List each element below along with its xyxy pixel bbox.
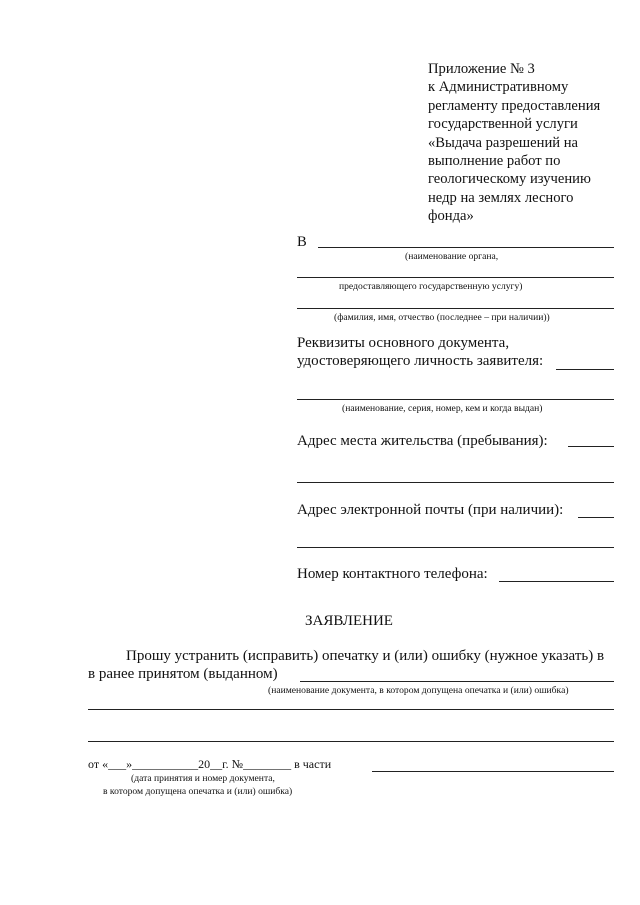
residence-field-inline[interactable] (568, 446, 614, 447)
appendix-line: фонда» (428, 208, 474, 225)
requisites-field-inline[interactable] (556, 369, 614, 370)
document-name-field-2[interactable] (88, 741, 614, 742)
date-number-row: от «___»___________20__г. №________ в части (88, 757, 332, 771)
statement-body-line-1: Прошу устранить (исправить) опечатку и (или) ошибку (нужное указать) в (126, 648, 605, 664)
appendix-line: выполнение работ по (428, 153, 561, 170)
residence-field[interactable] (297, 482, 614, 483)
addressee-organ-field[interactable] (318, 247, 614, 248)
requisites-caption: (наименование, серия, номер, кем и когда выдан) (342, 403, 543, 414)
phone-field[interactable] (499, 581, 614, 582)
residence-label: Адрес места жительства (пребывания): (297, 433, 548, 449)
date-caption-1: (дата принятия и номер документа, (131, 773, 275, 784)
addressee-caption-service: предоставляющего государственную услугу) (339, 281, 523, 292)
phone-label: Номер контактного телефона: (297, 566, 488, 582)
addressee-organ-field-2[interactable] (297, 277, 614, 278)
appendix-line: регламенту предоставления (428, 97, 601, 114)
requisites-label-1: Реквизиты основного документа, (297, 335, 510, 351)
requisites-label-2: удостоверяющего личность заявителя: (297, 353, 544, 369)
email-field-inline[interactable] (578, 517, 614, 518)
document-name-field[interactable] (88, 709, 614, 710)
appendix-header (428, 60, 628, 226)
addressee-prefix: В (297, 234, 307, 250)
statement-title: ЗАЯВЛЕНИЕ (305, 613, 393, 629)
appendix-line: «Выдача разрешений на (428, 134, 579, 151)
requisites-field[interactable] (297, 399, 614, 400)
applicant-name-field[interactable] (297, 308, 614, 309)
date-caption-2: в котором допущена опечатка и (или) ошибка) (103, 786, 293, 797)
appendix-line: Приложение № 3 (428, 61, 535, 77)
document-name-caption: (наименование документа, в котором допущена опечатка и (или) ошибка) (268, 685, 569, 696)
email-label: Адрес электронной почты (при наличии): (297, 502, 564, 518)
appendix-line: недр на землях лесного (428, 189, 574, 206)
appendix-line: к Административному (428, 79, 569, 96)
applicant-name-caption: (фамилия, имя, отчество (последнее – при наличии)) (334, 312, 550, 323)
document-name-field-inline[interactable] (300, 681, 614, 682)
addressee-caption-organ: (наименование органа, (405, 251, 499, 262)
email-field[interactable] (297, 547, 614, 548)
statement-body-line-2: в ранее принятом (выданном) (88, 666, 278, 682)
in-part-field[interactable] (372, 771, 614, 772)
appendix-line: геологическому изучению (428, 171, 591, 188)
appendix-line: государственной услуги (428, 116, 578, 133)
